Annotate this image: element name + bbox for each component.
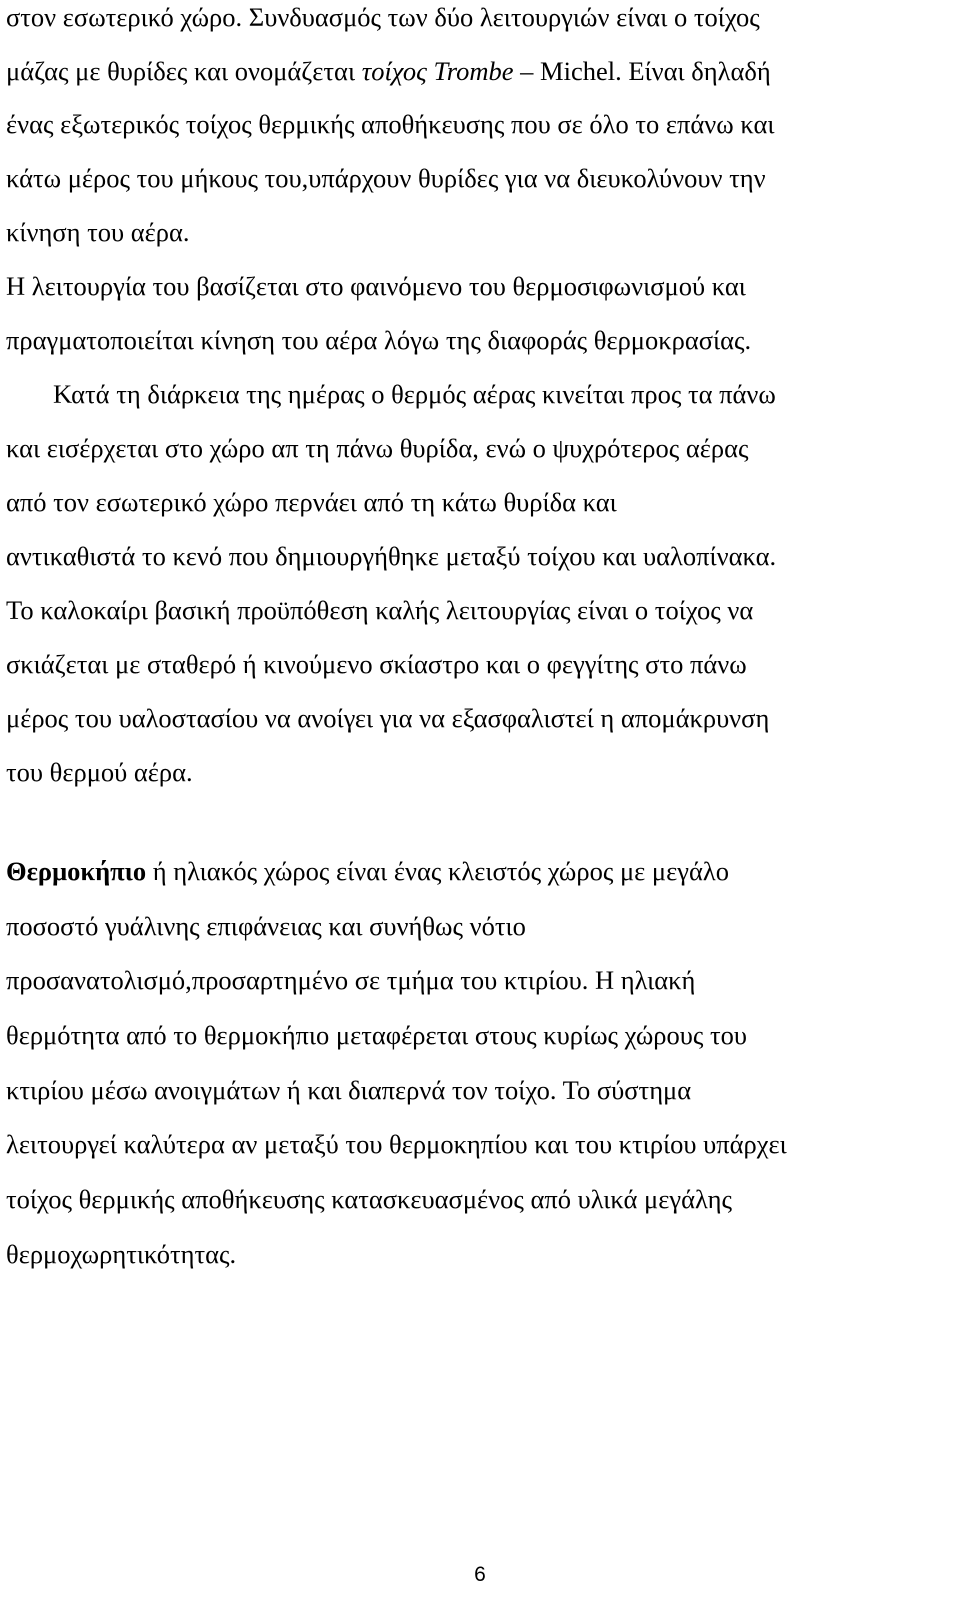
text-line: θερμοχωρητικότητας. — [6, 1239, 237, 1269]
text-line: κάτω μέρος του μήκους του,υπάρχουν θυρίδες για να διευκολύνουν την — [6, 163, 766, 193]
text-segment: Michel. Είναι δηλαδή — [540, 56, 771, 86]
text-line: στον εσωτερικό χώρο. Συνδυασμός των δύο λειτουργιών είναι ο τοίχος — [6, 2, 760, 32]
text-line: προσανατολισμό,προσαρτημένο σε τμήμα του κτιρίου. Η ηλιακή — [6, 965, 696, 995]
text-line: ποσοστό γυάλινης επιφάνειας και συνήθως νότιο — [6, 911, 526, 941]
text-segment: μάζας με θυρίδες και ονομάζεται — [6, 56, 356, 86]
text-line: τοίχος θερμικής αποθήκευσης κατασκευασμένος από υλικά μεγάλης — [6, 1184, 732, 1214]
text-line: πραγματοποιείται κίνηση του αέρα λόγω της διαφοράς θερμοκρασίας. — [6, 325, 752, 355]
text-line: Το καλοκαίρι βασική προϋπόθεση καλής λειτουργίας είναι ο τοίχος να — [6, 595, 754, 625]
text-line — [6, 854, 729, 888]
text-line: μέρος του υαλοστασίου να ανοίγει για να εξασφαλιστεί η απομάκρυνση — [6, 703, 770, 733]
text-line: αντικαθιστά το κενό που δημιουργήθηκε μεταξύ τοίχου και υαλοπίνακα. — [6, 541, 777, 571]
text-segment: ή ηλιακός χώρος είναι ένας κλειστός χώρος με μεγάλο — [146, 856, 729, 886]
text-line: κτιρίου μέσω ανοιγμάτων ή και διαπερνά τον τοίχο. Το σύστημα — [6, 1075, 692, 1105]
text-line: του θερμού αέρα. — [6, 757, 193, 787]
text-line — [6, 54, 771, 88]
italic-term: τοίχος Trombe — [361, 56, 514, 86]
text-line: και εισέρχεται στο χώρο απ τη πάνω θυρίδα, ενώ ο ψυχρότερος αέρας — [6, 433, 749, 463]
bold-term: Θερμοκήπιο — [6, 856, 147, 886]
text-line: ένας εξωτερικός τοίχος θερμικής αποθήκευσης που σε όλο το επάνω και — [6, 109, 775, 139]
text-line: από τον εσωτερικό χώρο περνάει από τη κάτω θυρίδα και — [6, 487, 617, 517]
text-line: λειτουργεί καλύτερα αν μεταξύ του θερμοκηπίου και του κτιρίου υπάρχει — [6, 1129, 787, 1159]
dash: – — [513, 56, 541, 86]
text-line: σκιάζεται με σταθερό ή κινούμενο σκίαστρο και ο φεγγίτης στο πάνω — [6, 649, 747, 679]
page-number: 6 — [474, 1563, 486, 1586]
text-line: Κατά τη διάρκεια της ημέρας ο θερμός αέρας κινείται προς τα πάνω — [53, 379, 776, 409]
text-line: κίνηση του αέρα. — [6, 217, 190, 247]
text-line: θερμότητα από το θερμοκήπιο μεταφέρεται στους κυρίως χώρους του — [6, 1020, 748, 1050]
text-line: Η λειτουργία του βασίζεται στο φαινόμενο του θερμοσιφωνισμού και — [6, 271, 746, 301]
